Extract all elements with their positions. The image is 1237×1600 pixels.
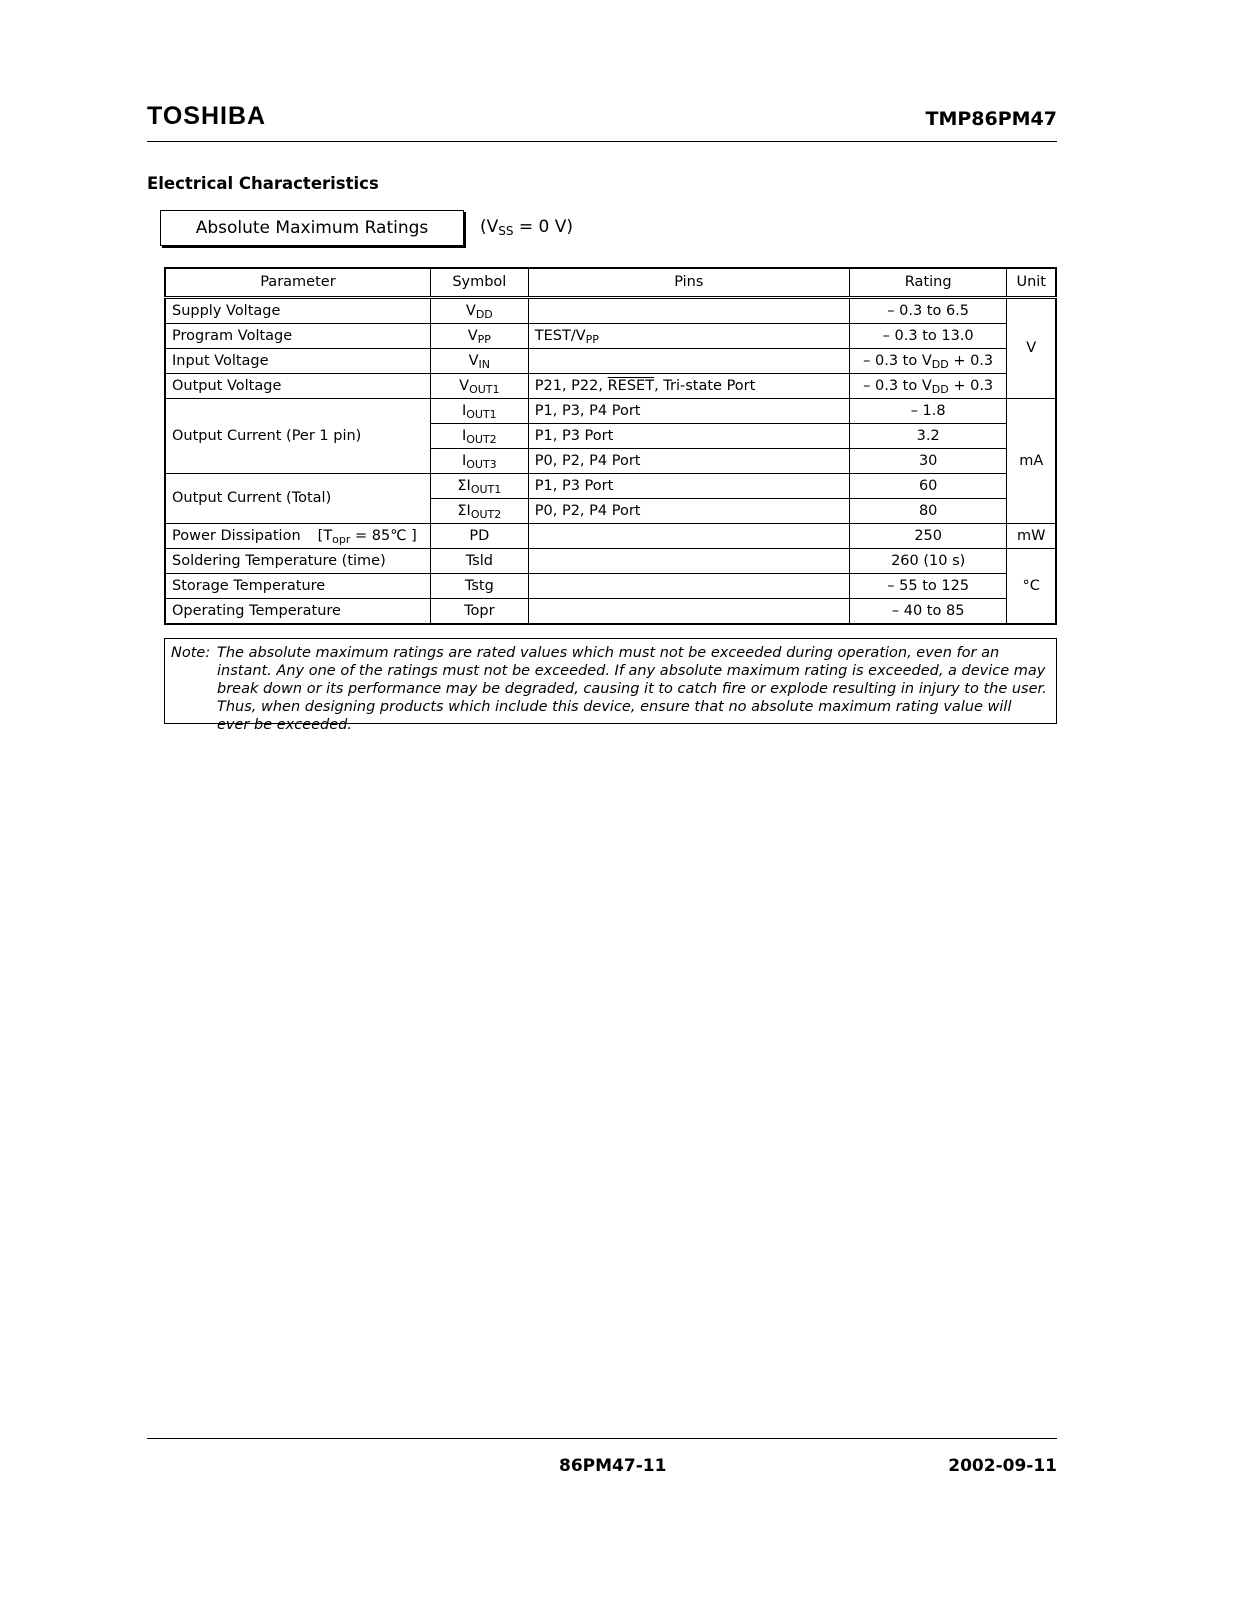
symbol-vout1: $V_{OUT1}$ <box>430 374 528 399</box>
note-box <box>164 638 1057 733</box>
pins-iout3: P0, P2, P4 Port <box>528 449 849 474</box>
rating-storage-temp: – 55 to 125 <box>849 574 1007 599</box>
table-row <box>165 298 1056 324</box>
param-output-current-total: Output Current (Total) <box>165 474 430 524</box>
param-input-voltage: Input Voltage <box>165 349 430 374</box>
rating-iout3: 30 <box>849 449 1007 474</box>
unit-power: mW <box>1007 524 1056 549</box>
table-row <box>165 474 1056 499</box>
rating-soldering-temp: 260 (10 s) <box>849 549 1007 574</box>
rating-iout2: 3.2 <box>849 424 1007 449</box>
vss-open: (V <box>480 217 499 237</box>
subsection-title: Absolute Maximum Ratings <box>195 218 429 238</box>
unit-temperature: °C <box>1007 549 1056 625</box>
table-row <box>165 399 1056 424</box>
toshiba-logo: TOSHIBA <box>147 102 267 130</box>
param-supply-voltage: Supply Voltage <box>165 298 430 324</box>
subsection-title-box <box>160 210 464 246</box>
table-row <box>165 324 1056 349</box>
param-output-voltage: Output Voltage <box>165 374 430 399</box>
pins-program-voltage: TEST/$V_{PP}$ <box>528 324 849 349</box>
pins-storage-temp <box>528 574 849 599</box>
rating-operating-temp: – 40 to 85 <box>849 599 1007 625</box>
note-text: The absolute maximum ratings are rated values which must not be exceeded during operation, even for an instant. Any one of the ratings must not be exceeded. If any absolute maximum rating is exceeded, a device may break down or its performance may be degraded, causing it to catch fire or explode resulting in injury to the user. Thus, when designing products which include this device, ensure that no absolute maximum rating value will ever be exceeded. <box>217 645 1047 733</box>
pins-iout1: P1, P3, P4 Port <box>528 399 849 424</box>
unit-voltage: V <box>1007 298 1056 399</box>
symbol-iout3: $I_{OUT3}$ <box>430 449 528 474</box>
pins-iout2: P1, P3 Port <box>528 424 849 449</box>
header-parameter: Parameter <box>165 268 430 298</box>
pins-output-voltage: P21, P22, RESET, Tri-state Port <box>528 374 849 399</box>
param-program-voltage: Program Voltage <box>165 324 430 349</box>
vss-close: = 0 V) <box>513 217 574 237</box>
symbol-siout1: $\Sigma I_{OUT1}$ <box>430 474 528 499</box>
param-operating-temp: Operating Temperature <box>165 599 430 625</box>
vss-condition <box>480 219 573 236</box>
symbol-pd: PD <box>430 524 528 549</box>
note-label: Note: <box>171 645 211 661</box>
table-row <box>165 374 1056 399</box>
absolute-max-ratings-table <box>164 267 1057 625</box>
pins-power-dissipation <box>528 524 849 549</box>
table-row <box>165 549 1056 574</box>
table-header-row <box>165 268 1056 298</box>
pins-supply-voltage <box>528 298 849 324</box>
symbol-tsld: Tsld <box>430 549 528 574</box>
unit-current: mA <box>1007 399 1056 524</box>
part-number: TMP86PM47 <box>925 108 1057 130</box>
symbol-iout2: $I_{OUT2}$ <box>430 424 528 449</box>
header-symbol: Symbol <box>430 268 528 298</box>
param-output-current-per-pin: Output Current (Per 1 pin) <box>165 399 430 474</box>
pins-operating-temp <box>528 599 849 625</box>
pins-siout1: P1, P3 Port <box>528 474 849 499</box>
symbol-tstg: Tstg <box>430 574 528 599</box>
table-row <box>165 349 1056 374</box>
symbol-siout2: $\Sigma I_{OUT2}$ <box>430 499 528 524</box>
param-power-dissipation: Power Dissipation [$T_{opr}$ = 85℃ ] <box>165 524 430 549</box>
section-title: Electrical Characteristics <box>147 174 379 193</box>
rating-output-voltage: – 0.3 to $V_{DD} + 0.3$ <box>849 374 1007 399</box>
rating-program-voltage: – 0.3 to 13.0 <box>849 324 1007 349</box>
table-row <box>165 599 1056 625</box>
param-storage-temp: Storage Temperature <box>165 574 430 599</box>
rating-input-voltage: – 0.3 to $V_{DD} + 0.3$ <box>849 349 1007 374</box>
rating-iout1: – 1.8 <box>849 399 1007 424</box>
symbol-iout1: $I_{OUT1}$ <box>430 399 528 424</box>
symbol-vdd: $V_{DD}$ <box>430 298 528 324</box>
pins-siout2: P0, P2, P4 Port <box>528 499 849 524</box>
symbol-vpp: $V_{PP}$ <box>430 324 528 349</box>
symbol-vin: $V_{IN}$ <box>430 349 528 374</box>
header-pins: Pins <box>528 268 849 298</box>
header-rating: Rating <box>849 268 1007 298</box>
rating-siout1: 60 <box>849 474 1007 499</box>
rating-siout2: 80 <box>849 499 1007 524</box>
symbol-topr: Topr <box>430 599 528 625</box>
footer-date: 2002-09-11 <box>948 1456 1057 1476</box>
pins-input-voltage <box>528 349 849 374</box>
footer-page-code: 86PM47-11 <box>559 1456 667 1476</box>
vss-sub: SS <box>498 224 514 238</box>
rating-supply-voltage: – 0.3 to 6.5 <box>849 298 1007 324</box>
param-soldering-temp: Soldering Temperature (time) <box>165 549 430 574</box>
table-row <box>165 524 1056 549</box>
footer-divider <box>147 1438 1057 1439</box>
header-unit: Unit <box>1007 268 1056 298</box>
header-divider <box>147 141 1057 142</box>
table-row <box>165 574 1056 599</box>
pins-soldering-temp <box>528 549 849 574</box>
rating-power-dissipation: 250 <box>849 524 1007 549</box>
